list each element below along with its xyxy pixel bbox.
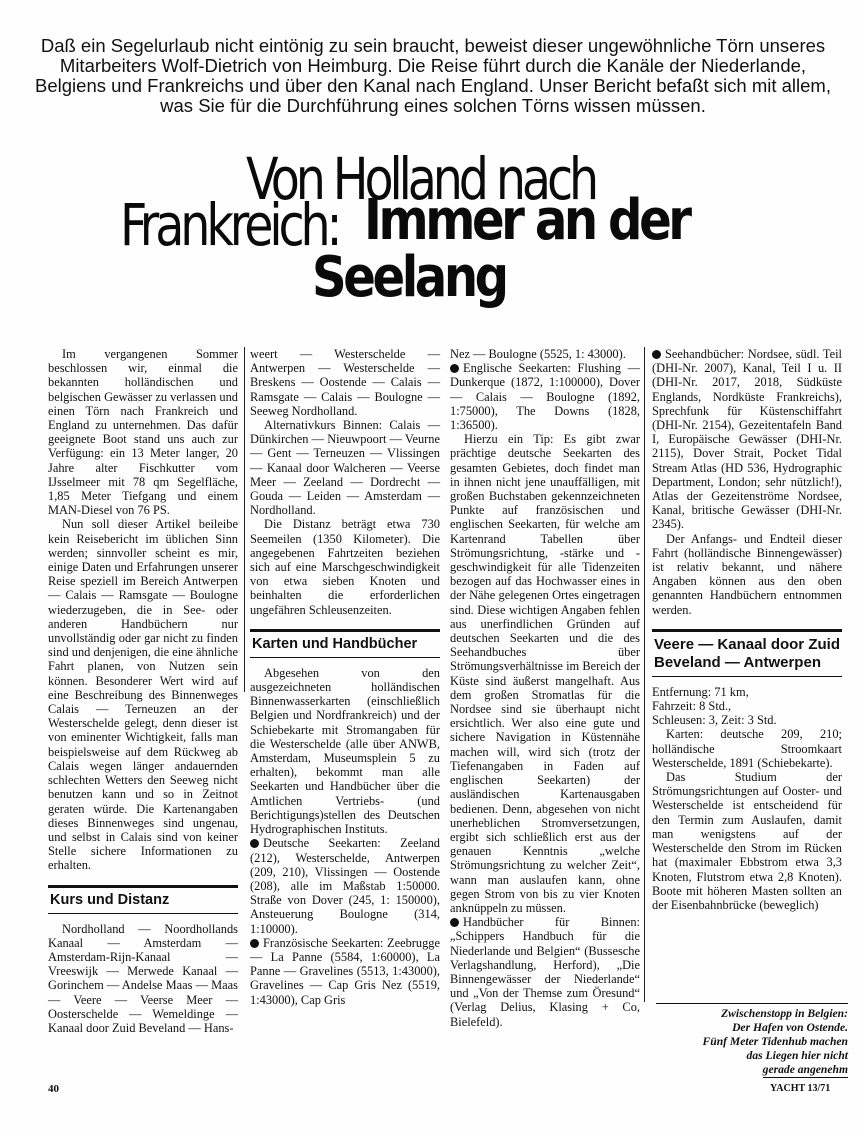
bullet-icon (652, 350, 661, 359)
column-1 (48, 347, 238, 1035)
paragraph: Im vergangenen Sommer beschlossen wir, einmal die bekannten holländischen und belgischen Gewässer zu verlassen und einen Törn nach Frankreich und England zu unternehmen. Das dafür geeignete Boot stand uns auch zur Verfügung: ein 13 Meter langer, 20 Jahre alter Fischkutter vom IJsselmeer mit 78 qm Segelfläche, 1,85 Meter Tiefgang und einem MAN-Diesel von 76 PS. (48, 347, 238, 518)
caption-line: Fünf Meter Tidenhub machen (702, 1035, 848, 1048)
bullet-icon (250, 839, 259, 848)
headline-line-2-light: Frankreich: (120, 191, 339, 259)
bullet-icon (450, 918, 459, 927)
paragraph: Nun soll dieser Artikel beileibe kein Reisebericht im üblichen Sinn werden; sinnvoller scheint es mir, einige Daten und Erfahrungen unserer Reise speziell im Bereich Antwerpen — Calais — Ramsgate — Boulogne wiederzugeben, die in See- oder anderen Handbüchern nur unvollständig oder gar nicht zu finden sind und denjenigen, die eine ähnliche Fahrt planen, von Nutzen sein können. Besonderer Wert wird auf eine Beschreibung des Binnenweges Calais — Terneuzen an der Westerschelde gelegt, denn dieser ist von eminenter Wichtigkeit, falls man beispielsweise auf dem Rückweg ab Calais wegen länger andauernden schlechten Wetters den Seeweg nicht benutzen kann und so in Zeitnot geraten würde. Die Kartenangaben dieses Binnenweges sind ungenau, und selbst in Calais sind von keiner Stelle sichere Informationen zu erhalten. (48, 517, 238, 873)
paragraph: Abgesehen von den ausgezeichneten holländischen Binnenwasserkarten (einschließlich Belgien und Nordfrankreich) und der Schiebekarte mit Stromangaben für die Westerschelde (alle über ANWB, Amsterdam, Museumsplein 5 zu erhalten), bekommt man alle Seekarten und Handbücher über die Amtlichen Vertriebs- (und Berichtigungs)stellen des Deutschen Hydrographischen Instituts. (250, 665, 440, 837)
section-heading: Kurs und Distanz (48, 885, 238, 914)
column-divider (644, 347, 645, 1002)
paragraph: Das Studium der Strömungsrichtungen auf Ooster- und Westerschelde ist entscheidend für den Termin zum Auslaufen, damit man wenigstens auf der Westerschelde den Strom im Rücken hat (maximaler Ebbstrom etwa 3,3 Knoten, Flutstrom etwa 2,8 Knoten). Boote mit höheren Masten sollten an der Eisenbahnbrücke (beweglich) (652, 770, 842, 912)
bullet-item (450, 915, 640, 1029)
headline-line-1: Von Holland nach (246, 145, 596, 213)
paragraph: Nordholland — Noordhollands Kanaal — Amsterdam — Amsterdam-Rijn-Kanaal — Vreeswijk — Merwede Kanaal — Gorinchem — Andelse Maas — Maas — Veere — Veerse Meer — Oosterschelde — Wemeldinge — Kanaal door Zuid Beveland — Hans- (48, 921, 238, 1035)
headline-line-2-bold: Immer an der (364, 188, 689, 253)
column-4 (652, 347, 842, 912)
paragraph: Karten: deutsche 209, 210; holländische Stroomkaart Westerschelde, 1891 (Schiebekarte). (652, 727, 842, 770)
column-divider (244, 347, 245, 692)
paragraph: Fahrzeit: 8 Std., (652, 699, 732, 714)
bullet-item (250, 936, 440, 1007)
caption-line (656, 1063, 848, 1078)
caption-underlined: gerade angenehm (762, 1063, 848, 1076)
paragraph: Schleusen: 3, Zeit: 3 Std. (652, 713, 777, 728)
caption-line: Der Hafen von Ostende. (732, 1021, 848, 1034)
bullet-icon (450, 364, 459, 373)
paragraph: Der Anfangs- und Endteil dieser Fahrt (holländische Binnengewässer) ist relativ bekannt, und nähere Angaben können aus den oben genannten Handbüchern entnommen werden. (652, 531, 842, 617)
section-heading: Veere — Kanaal door Zuid Beveland — Antwerpen (652, 629, 842, 677)
page-number: 40 (48, 1083, 59, 1095)
paragraph: Entfernung: 71 km, (652, 684, 749, 699)
bullet-text: Französische Seekarten: Zeebrugge — La Panne (5584, 1:60000), La Panne — Gravelines (5513, 1:43000), Gravelines — Cap Gris Nez (5519, 1:43000), Cap Gris (250, 935, 440, 1007)
bullet-text: Handbücher für Binnen: „Schippers Handbuch für die Niederlande und Belgien“ (Bussesche Verlagshandlung, Herford), „Die Binnengewässer der Niederlande“ und „Von der Themse zum Öresund“ (Verlag Delius, Klasing + Co, Bielefeld). (450, 915, 640, 1029)
paragraph: weert — Westerschelde — Antwerpen — Westerschelde — Breskens — Oostende — Calais — Ramsgate — Calais — Boulogne — Seeweg Nordholland. (250, 347, 440, 418)
photo-caption (656, 1003, 848, 1078)
caption-line: das Liegen hier nicht (746, 1049, 848, 1062)
bullet-icon (250, 939, 259, 948)
paragraph: Nez — Boulogne (5525, 1: 43000). (450, 347, 626, 361)
paragraph: Die Distanz beträgt etwa 730 Seemeilen (1350 Kilometer). Die angegebenen Fahrtzeiten beziehen sich auf eine Marschgeschwindigkeit von etwa sieben Knoten und beinhalten die erforderlichen ungefähren Schleusenzeiten. (250, 517, 440, 617)
bullet-text: Englische Seekarten: Flushing — Dunkerque (1872, 1:100000), Dover — Calais — Boulogne (1892, 1:75000), The Downs (1828, 1:36500). (450, 361, 640, 433)
column-3 (450, 347, 640, 1029)
headline-line-3: Seelang (312, 245, 506, 310)
section-heading: Karten und Handbücher (250, 629, 440, 658)
paragraph: Alternativkurs Binnen: Calais — Dünkirchen — Nieuwpoort — Veurne — Gent — Terneuzen — Vlissingen — Kanaal door Walcheren — Veerse Meer — Zeeland — Dordrecht — Gouda — Leiden — Amsterdam — Nordholland. (250, 418, 440, 518)
intro-text: Daß ein Segelurlaub nicht eintönig zu sein braucht, beweist dieser ungewöhnliche Törn unseres Mitarbeiters Wolf-Dietrich von Heimburg. Die Reise führt durch die Kanäle der Niederlande, Belgiens und Frankreichs und über den Kanal nach England. Unser Bericht befaßt sich mit allem, was Sie für die Durchführung eines solchen Törns wissen müssen. (35, 35, 831, 116)
caption-line: Zwischenstopp in Belgien: (721, 1007, 848, 1020)
column-2 (250, 347, 440, 1007)
issue-label: YACHT 13/71 (770, 1083, 831, 1094)
bullet-item (250, 836, 440, 935)
bullet-text: Deutsche Seekarten: Zeeland (212), Westerschelde, Antwerpen (209, 210), Vlissingen — Oostende (208), alle im Maßstab 1:50000. Straße von Dover (245, 1: 150000), Ansteuerung Boulogne (314, 1:10000). (250, 836, 440, 936)
paragraph: Hierzu ein Tip: Es gibt zwar prächtige deutsche Seekarten des gesamten Gebietes, doch findet man in ihnen nicht jene unauffälligen, mit großen Buchstaben gekennzeichneten Punkte auf französischen und englischen Seekarten, für welche am Kartenrand Tabellen über Strömungsrichtung, -stärke und -geschwindigkeit für alle Tidenzeiten bezogen auf das Hochwasser eines in der Nähe gelegenen Ortes eingetragen sind. Diese wichtigen Angaben fehlen aus unerfindlichen Gründen auf deutschen Seekarten und die des Seehandbuches über Strömungsverhältnisse im Bereich der Küste sind äußerst mangelhaft. Aus dem großen Stromatlas für die Nordsee sind sie überhaupt nicht ersichtlich. Wer also eine gute und sichere Navigation in Küstennähe machen will, wird sich (trotz der Tiefenangaben in Faden auf englischen Seekarten) der ausländischen Kartenausgaben bedienen. Denn, abgesehen von nicht unerheblichen Stromversetzungen, ergibt sich schließlich erst aus der genauen Kenntnis „welche Strömungsrichtung zu welcher Zeit“, wann man auslaufen kann, ohne gegen Strom von bis zu vier Knoten anknüppeln zu müssen. (450, 432, 640, 915)
bullet-item (450, 361, 640, 432)
bullet-item (652, 347, 842, 532)
bullet-text: Seehandbücher: Nordsee, südl. Teil (DHI-Nr. 2007), Kanal, Teil I u. II (DHI-Nr. 2017, 2018, Südküste Englands, Nordküste Frankreichs), Sprechfunk für Küstenschiffahrt (DHI-Nr. 2154), Gezeitentafeln Band I, Europäische Gewässer (DHI-Nr. 2115), Dover Strait, Pocket Tidal Stream Atlas (HD 536, Hydrographic Department, London; sehr nützlich!), Atlas der Gezeitenströme Nordsee, Kanal, britische Gewässer (DHI-Nr. 2345). (652, 347, 842, 532)
